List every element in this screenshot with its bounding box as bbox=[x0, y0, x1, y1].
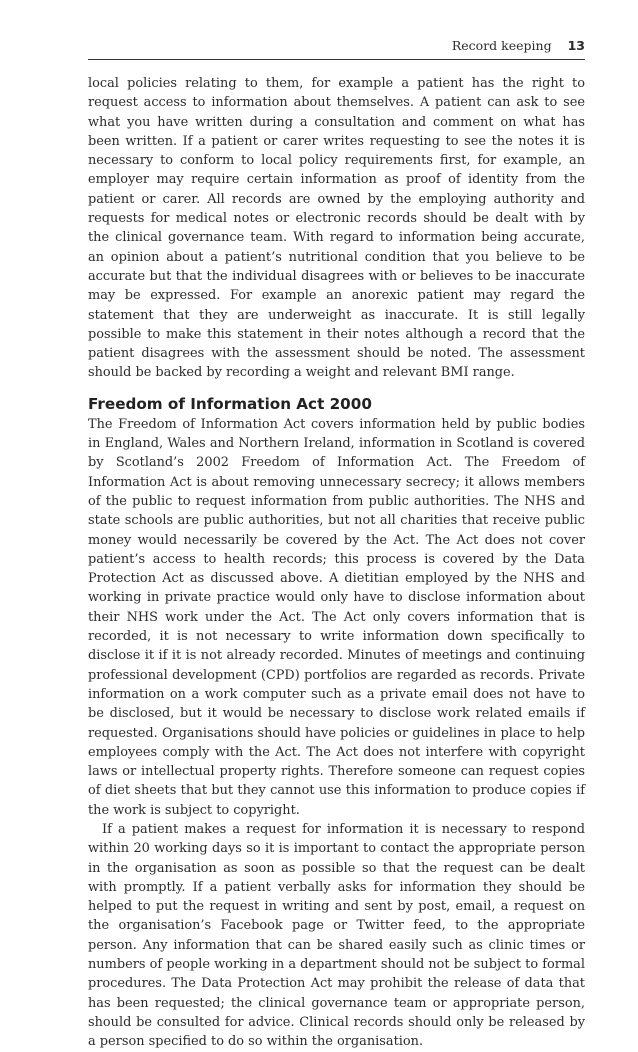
book-page bbox=[88, 38, 585, 1052]
page-number: 13 bbox=[567, 38, 585, 53]
running-header bbox=[88, 38, 585, 60]
running-title: Record keeping bbox=[451, 38, 552, 53]
paragraph-continued: local policies relating to them, for example a patient has the right to request access to information about themselves. A patient can ask to see what you have written during a consultation and comment on what has been written. If a patient or carer writes requesting to see the notes it is necessary to conform to local policy requirements first, for example, an employer may require certain information as proof of identity from the patient or carer. All records are owned by the employing authority and requests for medical notes or electronic records should be dealt with by the clinical governance team. With regard to information being accurate, an opinion about a patient’s nutritional condition that you believe to be accurate but that the individual disagrees with or believes to be inaccurate may be expressed. For example an anorexic patient may regard the statement that they are underweight as inaccurate. It is still legally possible to make this statement in their notes although a record that the patient disagrees with the assessment should be noted. The assessment should be backed by recording a weight and relevant BMI range. bbox=[88, 76, 585, 381]
body-text bbox=[88, 74, 585, 1052]
paragraph-foi-overview: The Freedom of Information Act covers information held by public bodies in England, Wales and Northern Ireland, information in Scotland is covered by Scotland’s 2002 Freedom of Information Act. The Freedom of Information Act is about removing unnecessary secrecy; it allows members of the public to request information from public authorities. The NHS and state schools are public authorities, but not all charities that receive public money would necessarily be covered by the Act. The Act does not cover patient’s access to health records; this process is covered by the Data Protection Act as discussed above. A dietitian employed by the NHS and working in private practice would only have to disclose information about their NHS work under the Act. The Act only covers information that is recorded, it is not necessary to write information down specifically to disclose it if it is not already recorded. Minutes of meetings and continuing professional development (CPD) portfolios are regarded as records. Private information on a work computer such as a private email does not have to be disclosed, but it would be necessary to disclose work related emails if requested. Organisations should have policies or guidelines in place to help employees comply with the Act. The Act does not interfere with copyright laws or intellectual property rights. Therefore someone can request copies of diet sheets that but they cannot use this information to produce copies if the work is subject to copyright. bbox=[88, 416, 585, 818]
paragraph-foi-requests: If a patient makes a request for information it is necessary to respond within 20 working days so it is important to contact the appropriate person in the organisation as soon as possible so that the request can be dealt with promptly. If a patient verbally asks for information they should be helped to put the request in writing and sent by post, email, a request on the organisation’s Facebook page or Twitter feed, to the appropriate person. Any information that can be shared easily such as clinic times or numbers of people working in a department should not be subject to formal procedures. The Data Protection Act may prohibit the release of data that has been requested; the clinical governance team or appropriate person, should be consulted for advice. Clinical records should only be released by a person specified to do so within the organisation. bbox=[88, 821, 585, 1050]
section-heading: Freedom of Information Act 2000 bbox=[88, 394, 372, 413]
